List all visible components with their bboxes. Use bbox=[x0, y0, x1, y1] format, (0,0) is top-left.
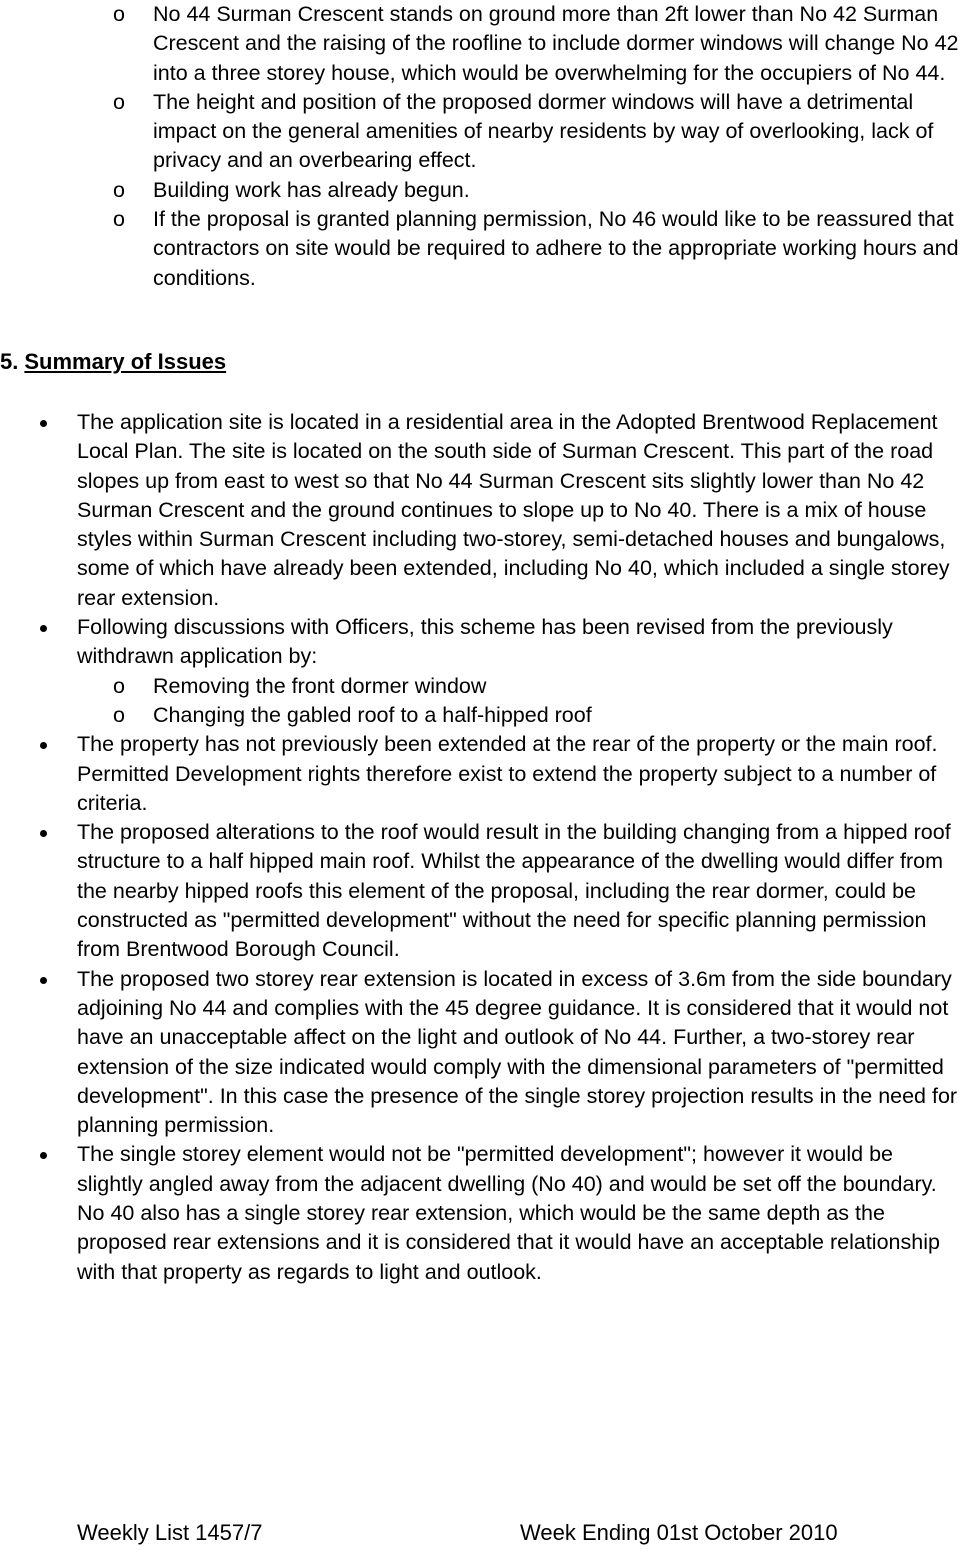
summary-item-text: The single storey element would not be "permitted development"; however it would be slightly angled away from the adjacent dwelling (No 40) and would be set off the boundary. No 40 also has a single storey rear extension, which would be the same depth as the proposed rear extensions and it is considered that it would have an acceptable relationship with that property as regards to light and outlook. bbox=[77, 1142, 940, 1284]
objection-point-text: The height and position of the proposed dormer windows will have a detrimental impact on the general amenities of nearby residents by way of overlooking, lack of privacy and an overbearing effect. bbox=[153, 89, 934, 173]
objection-point-text: No 44 Surman Crescent stands on ground more than 2ft lower than No 42 Surman Crescent and the raising of the roofline to include dormer windows will change No 42 into a three storey house, which would be overwhelming for the occupiers of No 44. bbox=[153, 2, 959, 85]
summary-item bbox=[0, 965, 960, 1141]
summary-item-text: The proposed alterations to the roof would result in the building changing from a hipped roof structure to a half hipped main roof. Whilst the appearance of the dwelling would differ from the nearby hipped roofs this element of the proposal, including the rear dormer, could be constructed as "permitted development" without the need for specific planning permission from Brentwood Borough Council. bbox=[77, 820, 951, 962]
footer-week-ending: Week Ending 01st October 2010 bbox=[520, 1520, 838, 1545]
bullet-icon bbox=[40, 420, 47, 427]
section-title: Summary of Issues bbox=[24, 349, 227, 374]
section-heading bbox=[0, 347, 226, 377]
revision-item-text: Changing the gabled roof to a half-hipped roof bbox=[153, 702, 592, 727]
objection-point-text: Building work has already begun. bbox=[153, 177, 470, 202]
objection-point-text: If the proposal is granted planning permission, No 46 would like to be reassured that contractors on site would be required to adhere to the appropriate working hours and conditions. bbox=[153, 207, 959, 290]
summary-item bbox=[0, 1140, 960, 1286]
list-marker: o bbox=[113, 207, 125, 232]
bullet-icon bbox=[40, 830, 47, 837]
page-footer bbox=[0, 1518, 960, 1550]
summary-item-text: The property has not previously been extended at the rear of the property or the main roof. Permitted Development rights therefore exist to extend the property subject to a number of criteria. bbox=[77, 732, 938, 815]
revision-item bbox=[77, 701, 960, 730]
summary-item bbox=[0, 818, 960, 964]
list-marker: o bbox=[113, 702, 125, 727]
list-marker: o bbox=[113, 2, 125, 26]
bullet-icon bbox=[40, 977, 47, 984]
objection-point bbox=[0, 0, 960, 88]
footer-list-reference: Weekly List 1457/7 bbox=[77, 1520, 263, 1545]
bullet-icon bbox=[40, 742, 47, 749]
summary-item bbox=[0, 613, 960, 730]
objection-points-list bbox=[0, 0, 960, 293]
objection-point bbox=[0, 176, 960, 205]
summary-list bbox=[0, 408, 960, 1287]
revision-list bbox=[77, 672, 960, 731]
summary-item bbox=[0, 730, 960, 818]
list-marker: o bbox=[113, 177, 125, 202]
bullet-icon bbox=[40, 1152, 47, 1159]
section-number: 5. bbox=[0, 349, 19, 374]
summary-item-text: The proposed two storey rear extension is located in excess of 3.6m from the side boundary adjoining No 44 and complies with the 45 degree guidance. It is considered that it would not have an unacceptable affect on the light and outlook of No 44. Further, a two-storey rear extension of the size indicated would comply with the dimensional parameters of "permitted development". In this case the presence of the single storey projection results in the need for planning permission. bbox=[77, 966, 958, 1138]
objection-point bbox=[0, 88, 960, 176]
summary-item-text: The application site is located in a residential area in the Adopted Brentwood Replacement Local Plan. The site is located on the south side of Surman Crescent. This part of the road slopes up from east to west so that No 44 Surman Crescent sits slightly lower than No 42 Surman Crescent and the ground continues to slope up to No 40. There is a mix of house styles within Surman Crescent including two-storey, semi-detached houses and bungalows, some of which have already been extended, including No 40, which included a single storey rear extension. bbox=[77, 410, 950, 610]
summary-item-text: Following discussions with Officers, this scheme has been revised from the previously withdrawn application by: bbox=[77, 615, 893, 669]
list-marker: o bbox=[113, 673, 125, 698]
objection-point bbox=[0, 205, 960, 293]
list-marker: o bbox=[113, 89, 125, 114]
revision-item bbox=[77, 672, 960, 701]
revision-item-text: Removing the front dormer window bbox=[153, 673, 487, 698]
summary-item bbox=[0, 408, 960, 613]
bullet-icon bbox=[40, 625, 47, 632]
